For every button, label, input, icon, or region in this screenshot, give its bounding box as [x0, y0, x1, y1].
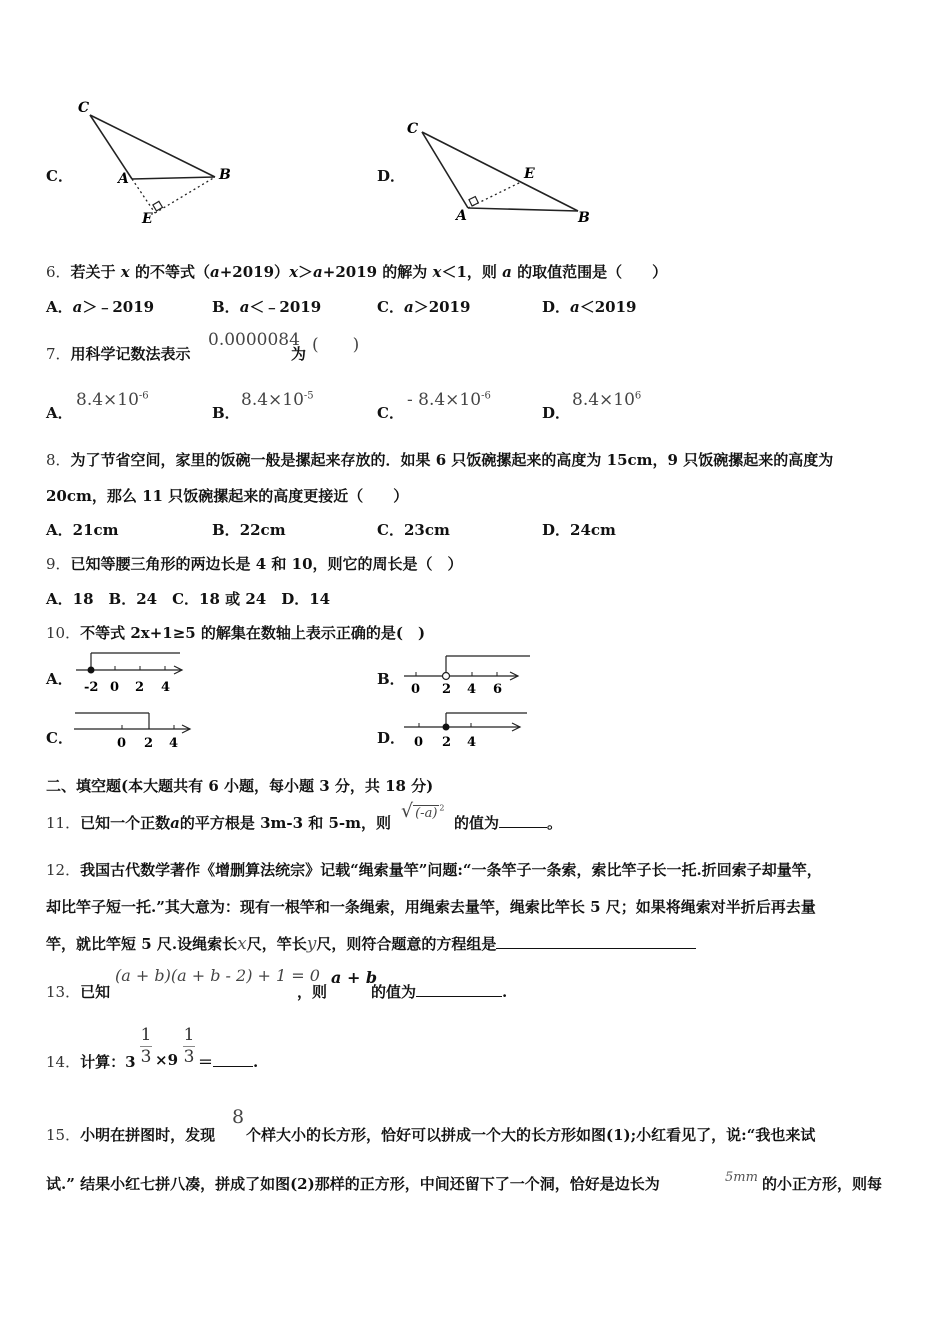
sqrt-symbol: √: [401, 800, 414, 822]
q12-text: 尺，则符合题意的方程组是: [316, 935, 497, 953]
q15-count: 8: [232, 1106, 245, 1128]
point-label-a: A: [456, 208, 467, 224]
point-label-b: B: [578, 210, 590, 226]
question-13: [46, 981, 110, 1002]
option-d-label: D．: [377, 167, 406, 185]
fraction-numerator: 1: [183, 1025, 195, 1045]
option-label: B．: [212, 521, 240, 539]
option-c-label: C．: [46, 167, 73, 185]
q6-text: ＜1，则: [441, 263, 497, 281]
sci-base: - 8.4×10: [407, 390, 482, 410]
q14-end: .: [253, 1053, 259, 1071]
q8-text: 为了节省空间，家里的饭碗一般是摞起来存放的．如果 6 只饭碗摞起来的高度为 15cm，9 只饭碗摞起来的高度为: [70, 451, 834, 469]
q11-text: 的平方根是 3m-3 和 5-m，则: [179, 814, 392, 832]
fraction-denominator: 3: [140, 1047, 152, 1067]
sqrt-radicand: (-a): [415, 806, 438, 821]
q7-option-d-label[interactable]: D．: [542, 404, 571, 422]
q12-text: 竿，就比竿短 5 尺.设绳索长: [46, 935, 238, 953]
q10-text: 不等式 2x+1≥5 的解集在数轴上表示正确的是( ): [80, 624, 426, 642]
q10-option-a-label[interactable]: A．: [46, 670, 73, 688]
point-label-a: A: [118, 171, 129, 187]
question-8-line1: [46, 449, 833, 470]
answer-blank[interactable]: [213, 1066, 253, 1067]
option-label: C．: [377, 521, 404, 539]
q11-end: 。: [547, 814, 563, 832]
q7-text2: 为: [291, 345, 307, 363]
tick-label: 2: [144, 736, 154, 751]
segment-ae-dotted: [132, 179, 155, 213]
question-number: 9．: [46, 555, 71, 573]
q6-option-d[interactable]: [542, 296, 637, 317]
right-angle-mark: [469, 197, 478, 206]
answer-blank[interactable]: [496, 948, 696, 949]
point-label-c: C: [78, 100, 90, 116]
q6-text: ＞: [298, 263, 314, 281]
q15-text-b: 个样大小的长方形，恰好可以拼成一个大的长方形如图(1);小红看见了，说:“我也来试: [246, 1126, 816, 1144]
number-line-c: [70, 710, 195, 752]
option-label: A．: [46, 298, 73, 316]
q13-text: 的值为: [371, 983, 417, 1001]
q6-option-a[interactable]: [46, 296, 154, 317]
q7-option-a-label[interactable]: A．: [46, 404, 73, 422]
q7-option-d-value: [572, 390, 641, 410]
q6-option-b[interactable]: [212, 296, 321, 317]
point-label-e: E: [524, 166, 535, 182]
q13-end: .: [502, 983, 508, 1001]
q14-tail: [198, 1051, 258, 1072]
var-x: x: [120, 263, 130, 281]
q7-option-c-label[interactable]: C．: [377, 404, 404, 422]
tick-label: 2: [442, 682, 452, 697]
q13-expr: a + b: [331, 968, 378, 987]
q10-option-d-label[interactable]: D．: [377, 729, 406, 747]
fraction-denominator: 3: [183, 1047, 195, 1067]
var-x: x: [237, 934, 247, 954]
var-x: x: [432, 263, 442, 281]
sci-exponent: 6: [634, 390, 642, 402]
q7-option-a-value: [76, 390, 149, 410]
point-label-b: B: [219, 167, 231, 183]
question-9: [46, 553, 463, 574]
q11-text: 的值为: [454, 814, 500, 832]
q9-text: 已知等腰三角形的两边长是 4 和 10，则它的周长是（ ）: [70, 555, 463, 573]
question-number: 6．: [46, 263, 71, 281]
option-text: ＞﹣2019: [82, 298, 155, 316]
question-12-line3: [46, 933, 696, 954]
question-number: 7．: [46, 345, 71, 363]
q11-tail: [454, 812, 562, 833]
q12-text: 尺，竿长: [246, 935, 307, 953]
segment-eb-dotted: [155, 177, 215, 213]
triangle-figure-c: [70, 95, 240, 225]
tick-label: -2: [84, 680, 99, 695]
q13-equation: (a + b)(a + b - 2) + 1 = 0: [115, 966, 320, 985]
q8-option-d[interactable]: [542, 519, 616, 540]
question-number: 8．: [46, 451, 71, 469]
tick-label: 0: [110, 680, 120, 695]
tick-label: 4: [169, 736, 179, 751]
q15-size: 5mm: [725, 1170, 758, 1185]
var-a: a: [313, 263, 323, 281]
option-text: 21cm: [72, 521, 119, 539]
option-text: 23cm: [403, 521, 450, 539]
var-a: a: [570, 298, 580, 316]
solid-point: [443, 724, 450, 731]
question-number: 12．: [46, 861, 81, 879]
tick-label: 4: [467, 735, 477, 750]
question-number: 11．: [46, 814, 81, 832]
tick-label: 4: [467, 682, 477, 697]
number-line-d: [400, 710, 532, 752]
question-12-line1: [46, 859, 822, 880]
option-text: ＞2019: [413, 298, 471, 316]
option-text: 22cm: [239, 521, 286, 539]
tick-label: 0: [117, 736, 127, 751]
segment-ab: [468, 208, 578, 211]
sci-base: 8.4×10: [76, 390, 139, 410]
question-10: [46, 622, 425, 643]
q6-text: +2019 的解为: [322, 263, 428, 281]
question-15-line1a: [46, 1124, 215, 1145]
number-line-b: [400, 653, 535, 698]
option-label: A．: [46, 521, 73, 539]
q6-text: 若关于: [70, 263, 116, 281]
var-a: a: [72, 298, 83, 316]
q14-text: 计算：3: [80, 1053, 136, 1071]
tick-label: 0: [411, 682, 421, 697]
q6-text: 的取值范围是（ ）: [517, 263, 668, 281]
option-text: ＜2019: [579, 298, 637, 316]
number-line-a: [70, 650, 190, 700]
var-x: x: [289, 263, 299, 281]
option-label: D．: [542, 298, 571, 316]
q13-tail: [371, 981, 507, 1002]
q7-option-c-value: [407, 390, 491, 410]
hollow-point: [443, 673, 450, 680]
var-a: a: [170, 814, 180, 832]
q13-text-b: ，则: [297, 983, 328, 1001]
question-6: [46, 261, 667, 282]
section-2-title: 二、填空题(本大题共有 6 小题，每小题 3 分，共 18 分): [46, 777, 434, 795]
var-a: a: [502, 263, 512, 281]
var-a: a: [403, 298, 414, 316]
option-label: D．: [542, 521, 571, 539]
q11-text: 已知一个正数: [80, 814, 171, 832]
q10-option-c-label[interactable]: C．: [46, 729, 73, 747]
question-12-line2: 却比竿子短一托.”其大意为：现有一根竿和一条绳索，用绳索去量竿，绳索比竿长 5 尺；如果将绳索对半折后再去量: [46, 898, 816, 916]
q7-option-b-value: [241, 390, 314, 410]
sqrt-exponent: 2: [439, 803, 445, 813]
q14-text: ＝: [198, 1053, 214, 1071]
option-label: B．: [212, 298, 240, 316]
tick-label: 6: [493, 682, 503, 697]
q8-option-c[interactable]: [377, 519, 450, 540]
q15-text: 小明在拼图时，发现: [80, 1126, 216, 1144]
sci-base: 8.4×10: [241, 390, 304, 410]
option-text: 24cm: [570, 521, 616, 539]
q13-text: 已知: [80, 983, 111, 1001]
sci-base: 8.4×10: [572, 390, 635, 410]
q6-text: 的不等式（: [134, 263, 210, 281]
question-number: 10．: [46, 624, 81, 642]
q9-options[interactable]: A．18 B．24 C．18 或 24 D．14: [46, 590, 331, 608]
question-15-line2a: 试.” 结果小红七拼八凑，拼成了如图(2)那样的正方形，中间还留下了一个洞，恰好是边长为: [46, 1175, 660, 1193]
q14-fraction-1: [140, 1025, 152, 1068]
question-7: [46, 343, 191, 364]
solid-point: [88, 667, 95, 674]
question-number: 13．: [46, 983, 81, 1001]
question-number: 14．: [46, 1053, 81, 1071]
var-a: a: [239, 298, 250, 316]
var-a: a: [210, 263, 220, 281]
q10-option-b-label[interactable]: B．: [377, 670, 405, 688]
answer-blank[interactable]: [416, 996, 502, 997]
q6-text: +2019）: [219, 263, 290, 281]
question-11: [46, 812, 391, 833]
segment-ab: [132, 177, 215, 179]
q15-line2b: 的小正方形，则每: [762, 1175, 883, 1193]
q12-text: 我国古代数学著作《增删算法统宗》记载“绳索量竿”问题:“一条竿子一条索，索比竿子长一托.折回索子却量竿，: [80, 861, 822, 879]
tick-label: 2: [442, 735, 452, 750]
fraction-numerator: 1: [140, 1025, 152, 1045]
question-number: 15．: [46, 1126, 81, 1144]
tick-label: 4: [161, 680, 171, 695]
var-y: y: [306, 934, 317, 954]
sci-exponent: -6: [481, 390, 491, 402]
q7-text: 用科学记数法表示: [70, 345, 191, 363]
point-label-c: C: [407, 121, 419, 137]
q7-option-b-label[interactable]: B．: [212, 404, 240, 422]
sci-exponent: -6: [138, 390, 149, 402]
q7-value: 0.0000084: [208, 330, 300, 350]
triangle-figure-d: [400, 112, 600, 227]
option-text: ＜﹣2019: [249, 298, 322, 316]
tick-label: 0: [414, 735, 424, 750]
q8-option-b[interactable]: [212, 519, 286, 540]
q8-option-a[interactable]: [46, 519, 119, 540]
answer-blank[interactable]: [499, 827, 547, 828]
point-label-e: E: [142, 211, 153, 225]
option-label: C．: [377, 298, 404, 316]
segment-cb: [90, 115, 215, 177]
q11-sqrt: [401, 800, 445, 822]
q7-paren: ( ): [312, 335, 360, 355]
q14-fraction-2: [183, 1025, 195, 1068]
sci-exponent: -5: [303, 390, 314, 402]
question-8-line2: 20cm，那么 11 只饭碗摞起来的高度更接近（ ）: [46, 487, 409, 505]
question-14: [46, 1051, 136, 1072]
q6-option-c[interactable]: [377, 296, 470, 317]
q14-times: ×9: [155, 1051, 179, 1069]
tick-label: 2: [135, 680, 145, 695]
